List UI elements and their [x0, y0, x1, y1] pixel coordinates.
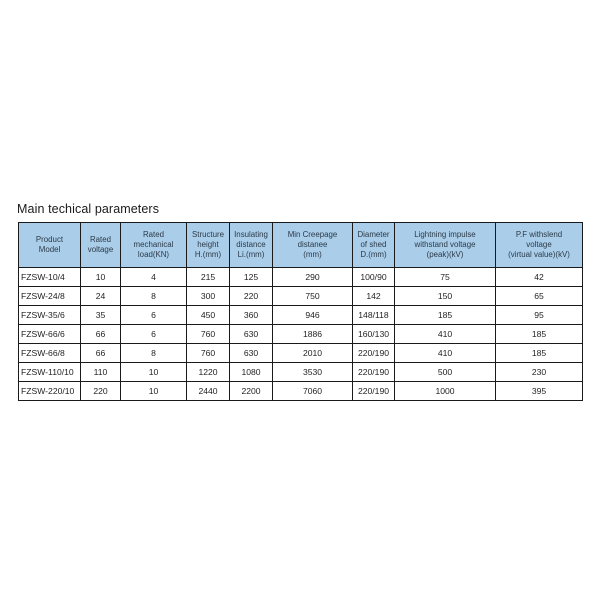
cell-rated-voltage: 10: [81, 268, 121, 287]
cell-pf-withstand: 230: [496, 363, 583, 382]
cell-shed-diameter: 142: [353, 287, 395, 306]
cell-lightning-impulse: 75: [395, 268, 496, 287]
cell-min-creepage: 946: [273, 306, 353, 325]
cell-mechanical-load: 6: [121, 325, 187, 344]
cell-shed-diameter: 100/90: [353, 268, 395, 287]
cell-shed-diameter: 220/190: [353, 382, 395, 401]
cell-rated-voltage: 66: [81, 325, 121, 344]
cell-structure-height: 760: [187, 344, 230, 363]
cell-lightning-impulse: 1000: [395, 382, 496, 401]
page-title: Main techical parameters: [17, 202, 160, 216]
cell-lightning-impulse: 150: [395, 287, 496, 306]
table-row: [19, 325, 583, 344]
header-row: [19, 223, 583, 268]
cell-rated-voltage: 220: [81, 382, 121, 401]
cell-model: FZSW-66/6: [19, 325, 81, 344]
header-lightning-impulse: Lightning impulse withstand voltage (peak)(kV): [395, 223, 496, 268]
cell-insulating-distance: 360: [230, 306, 273, 325]
cell-shed-diameter: 160/130: [353, 325, 395, 344]
cell-pf-withstand: 395: [496, 382, 583, 401]
header-structure-height: Structure height H.(mm): [187, 223, 230, 268]
cell-min-creepage: 2010: [273, 344, 353, 363]
cell-model: FZSW-66/8: [19, 344, 81, 363]
cell-structure-height: 1220: [187, 363, 230, 382]
cell-model: FZSW-35/6: [19, 306, 81, 325]
header-insulating-distance: Insulating distance Li.(mm): [230, 223, 273, 268]
table-row: [19, 363, 583, 382]
table-row: [19, 268, 583, 287]
header-pf-withstand: P.F withslend voltage (virtual value)(kV): [496, 223, 583, 268]
cell-min-creepage: 7060: [273, 382, 353, 401]
cell-structure-height: 450: [187, 306, 230, 325]
cell-lightning-impulse: 500: [395, 363, 496, 382]
cell-min-creepage: 750: [273, 287, 353, 306]
cell-min-creepage: 3530: [273, 363, 353, 382]
cell-pf-withstand: 42: [496, 268, 583, 287]
cell-structure-height: 2440: [187, 382, 230, 401]
cell-pf-withstand: 185: [496, 325, 583, 344]
cell-pf-withstand: 185: [496, 344, 583, 363]
cell-lightning-impulse: 185: [395, 306, 496, 325]
cell-insulating-distance: 2200: [230, 382, 273, 401]
cell-pf-withstand: 65: [496, 287, 583, 306]
cell-rated-voltage: 66: [81, 344, 121, 363]
table-row: [19, 382, 583, 401]
parameters-table: [18, 222, 583, 401]
cell-pf-withstand: 95: [496, 306, 583, 325]
cell-structure-height: 300: [187, 287, 230, 306]
table-row: [19, 344, 583, 363]
cell-insulating-distance: 125: [230, 268, 273, 287]
cell-structure-height: 215: [187, 268, 230, 287]
cell-mechanical-load: 8: [121, 287, 187, 306]
cell-mechanical-load: 10: [121, 363, 187, 382]
cell-model: FZSW-10/4: [19, 268, 81, 287]
cell-mechanical-load: 10: [121, 382, 187, 401]
header-product-model: Product Model: [19, 223, 81, 268]
cell-structure-height: 760: [187, 325, 230, 344]
cell-rated-voltage: 35: [81, 306, 121, 325]
cell-model: FZSW-24/8: [19, 287, 81, 306]
cell-lightning-impulse: 410: [395, 325, 496, 344]
cell-rated-voltage: 110: [81, 363, 121, 382]
cell-min-creepage: 290: [273, 268, 353, 287]
cell-insulating-distance: 630: [230, 344, 273, 363]
cell-insulating-distance: 630: [230, 325, 273, 344]
cell-mechanical-load: 6: [121, 306, 187, 325]
cell-shed-diameter: 220/190: [353, 344, 395, 363]
cell-shed-diameter: 220/190: [353, 363, 395, 382]
cell-rated-voltage: 24: [81, 287, 121, 306]
table-row: [19, 287, 583, 306]
cell-insulating-distance: 1080: [230, 363, 273, 382]
cell-model: FZSW-220/10: [19, 382, 81, 401]
table-row: [19, 306, 583, 325]
table-body: [19, 268, 583, 401]
cell-min-creepage: 1886: [273, 325, 353, 344]
header-mechanical-load: Rated mechanical load(KN): [121, 223, 187, 268]
cell-shed-diameter: 148/118: [353, 306, 395, 325]
cell-lightning-impulse: 410: [395, 344, 496, 363]
cell-model: FZSW-110/10: [19, 363, 81, 382]
header-rated-voltage: Rated voltage: [81, 223, 121, 268]
cell-insulating-distance: 220: [230, 287, 273, 306]
header-shed-diameter: Diameter of shed D.(mm): [353, 223, 395, 268]
header-min-creepage: Min Creepage distanee (mm): [273, 223, 353, 268]
table-header: [19, 223, 583, 268]
cell-mechanical-load: 4: [121, 268, 187, 287]
cell-mechanical-load: 8: [121, 344, 187, 363]
